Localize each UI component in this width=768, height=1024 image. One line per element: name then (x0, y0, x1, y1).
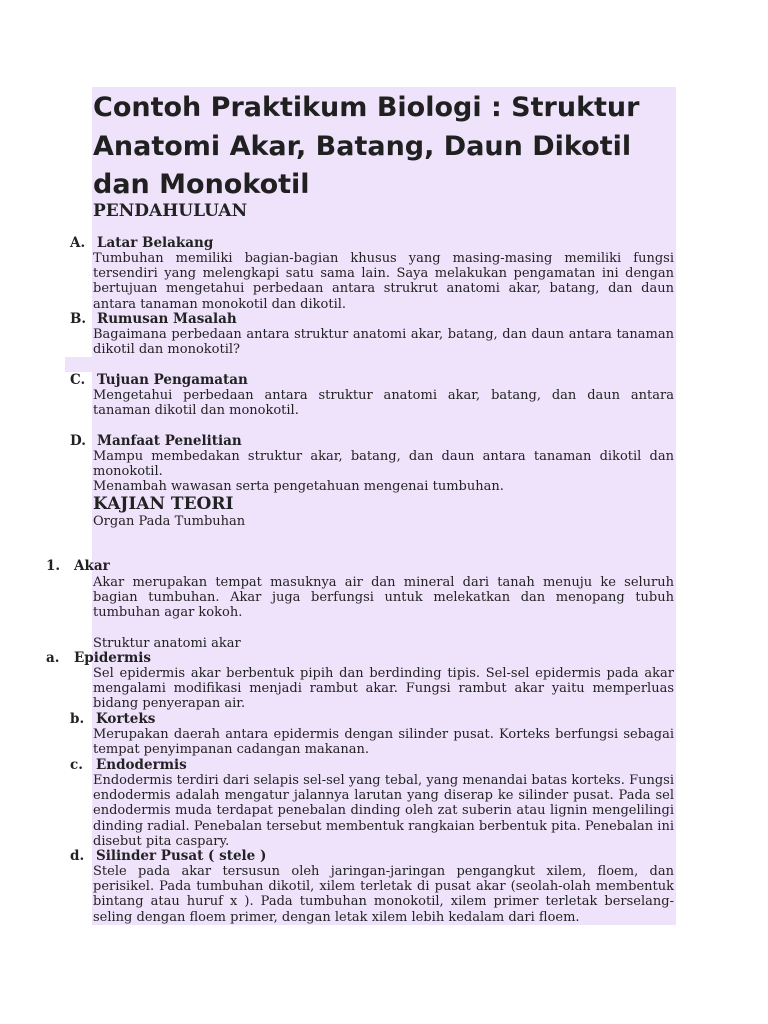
paragraph-korteks: Merupakan daerah antara epidermis dengan silinder pusat. Korteks berfungsi sebagai tempat penyimpanan cadangan makanan. (93, 727, 674, 758)
list-marker-1: 1. (46, 558, 61, 574)
list-marker-d: D. (70, 433, 86, 449)
heading-latar-belakang: Latar Belakang (97, 235, 214, 251)
list-marker-c: C. (70, 372, 86, 388)
paragraph-rumusan-masalah: Bagaimana perbedaan antara struktur anatomi akar, batang, dan daun antara tanaman dikotil dan monokotil? (93, 327, 674, 358)
heading-silinder-pusat: Silinder Pusat ( stele ) (96, 848, 267, 864)
heading-endodermis: Endodermis (96, 757, 187, 773)
heading-akar: Akar (74, 558, 110, 574)
struktur-anatomi-akar-label: Struktur anatomi akar (93, 636, 241, 651)
document-title: Contoh Praktikum Biologi : Struktur Anatomi Akar, Batang, Daun Dikotil dan Monokotil (93, 92, 640, 200)
heading-epidermis: Epidermis (74, 650, 152, 666)
paragraph-latar-belakang: Tumbuhan memiliki bagian-bagian khusus yang masing-masing memiliki fungsi tersendiri yang melengkapi satu sama lain. Saya melakukan pengamatan ini dengan bertujuan mengetahui perbedaan antara strukrut anatomi akar, batang, dan daun antara tanaman monokotil dan dikotil. (93, 251, 674, 312)
list-marker-a: A. (70, 235, 86, 251)
paragraph-akar: Akar merupakan tempat masuknya air dan mineral dari tanah menuju ke seluruh bagian tumbuhan. Akar juga berfungsi untuk melekatkan dan menopang tubuh tumbuhan agar kokoh. (93, 575, 674, 621)
paragraph-manfaat-penelitian-2: Menambah wawasan serta pengetahuan mengenai tumbuhan. (93, 479, 504, 494)
list-marker-b-lower: b. (70, 711, 85, 727)
paragraph-endodermis: Endodermis terdiri dari selapis sel-sel yang tebal, yang menandai batas korteks. Fungsi endodermis adalah mengatur jalannya larutan yang diserap ke silinder pusat. Pada sel endodermis muda terdapat penebalan dinding oleh zat suberin atau lignin mengelilingi dinding radial. Penebalan tersebut membentuk rangkaian berbentuk pita. Penebalan ini disebut pita caspary. (93, 773, 674, 849)
paragraph-silinder-pusat: Stele pada akar tersusun oleh jaringan-jaringan pengangkut xilem, floem, dan perisikel. Pada tumbuhan dikotil, xilem terletak di pusat akar (seolah-olah membentuk bintang atau huruf x ). Pada tumbuhan monokotil, xilem primer terletak berselang-seling dengan floem primer, dengan letak xilem lebih kedalam dari floem. (93, 864, 674, 925)
kajian-subtitle: Organ Pada Tumbuhan (93, 514, 246, 529)
heading-manfaat-penelitian: Manfaat Penelitian (97, 433, 242, 449)
list-marker-c-lower: c. (70, 757, 83, 773)
list-marker-d-lower: d. (70, 848, 85, 864)
paragraph-manfaat-penelitian: Mampu membedakan struktur akar, batang, dan daun antara tanaman dikotil dan monokotil. (93, 449, 674, 480)
highlight-left-strip (65, 357, 93, 372)
paragraph-tujuan-pengamatan: Mengetahui perbedaan antara struktur anatomi akar, batang, dan daun antara tanaman dikotil dan monokotil. (93, 388, 674, 419)
paragraph-epidermis: Sel epidermis akar berbentuk pipih dan berdinding tipis. Sel-sel epidermis pada akar mengalami modifikasi menjadi rambut akar. Fungsi rambut akar yaitu memperluas bidang penyerapan air. (93, 666, 674, 712)
list-marker-a-lower: a. (46, 650, 60, 666)
list-marker-b: B. (70, 311, 87, 327)
heading-rumusan-masalah: Rumusan Masalah (97, 311, 237, 327)
heading-korteks: Korteks (96, 711, 156, 727)
heading-tujuan-pengamatan: Tujuan Pengamatan (97, 372, 248, 388)
section-heading-kajian-teori: KAJIAN TEORI (93, 494, 234, 514)
section-heading-pendahuluan: PENDAHULUAN (93, 201, 248, 221)
